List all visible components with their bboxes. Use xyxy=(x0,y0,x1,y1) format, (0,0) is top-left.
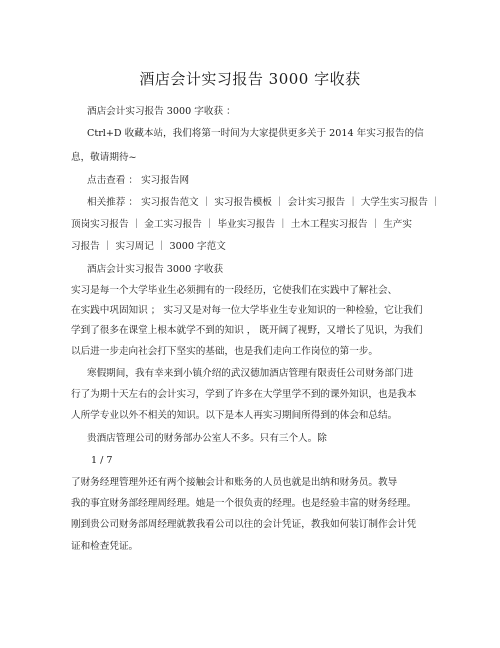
paragraph-line: 刚到贵公司财务部周经理就教我看公司以往的会计凭证，教我如何装订制作会计凭 xyxy=(71,519,417,530)
related-links-line-3: 习报告 ｜ 实习周记 ｜ 3000 字范文 xyxy=(71,241,226,252)
paragraph-line: 行了为期十天左右的会计实习，学到了许多在大学里学不到的课外知识，也是我本 xyxy=(71,389,417,400)
paragraph-line: 证和检查凭证。 xyxy=(71,541,139,552)
bookmark-notice-line-1: Ctrl+D 收藏本站，我们将第一时间为大家提供更多关于 2014 年实习报告的信 xyxy=(87,128,424,139)
page-number: 1 / 7 xyxy=(91,455,113,466)
paragraph-line: 寒假期间，我有幸来到小镇介绍的武汉德加酒店管理有限责任公司财务部门进 xyxy=(87,368,414,379)
paragraph-line: 了财务经理管理外还有两个接触会计和账务的人员也就是出纳和财务员。教导 xyxy=(71,477,398,488)
paragraph-line: 实习是每一个大学毕业生必须拥有的一段经历，它使我们在实践中了解社会、 xyxy=(71,285,398,296)
paragraph-line: 人所学专业以外不相关的知识。以下是本人再实习期间所得到的体会和总结。 xyxy=(71,410,398,421)
related-links-line-2: 顶岗实习报告 ｜ 金工实习报告 ｜ 毕业实习报告 ｜ 土木工程实习报告 ｜ 生产实 xyxy=(71,219,412,230)
paragraph-line: 学到了很多在课堂上根本就学不到的知识 ， 既开阔了视野，又增长了见识，为我们 xyxy=(71,325,423,336)
paragraph-line: 在实践中巩固知识 ； 实习又是对每一位大学毕业生专业知识的一种检验，它让我们 xyxy=(71,305,423,316)
section-heading: 酒店会计实习报告 3000 字收获 xyxy=(87,264,224,275)
related-links-line-1: 相关推荐 ： 实习报告范文 ｜ 实习报告模板 ｜ 会计实习报告 ｜ 大学生实习报告 ｜ xyxy=(87,197,441,208)
click-to-view-line: 点击查看 ： 实习报告网 xyxy=(87,175,190,186)
paragraph-line: 以后进一步走向社会打下坚实的基础，也是我们走向工作岗位的第一步。 xyxy=(71,346,378,357)
bookmark-notice-line-2: 息，敬请期待~ xyxy=(71,152,137,163)
document-title: 酒店会计实习报告 3000 字收获 xyxy=(139,70,361,88)
paragraph-line: 我的事宜财务部经理周经理。她是一个很负责的经理。也是经验丰富的财务经理。 xyxy=(71,498,417,509)
paragraph-line: 贵酒店管理公司的财务部办公室人不多。只有三个人。除 xyxy=(87,433,327,444)
intro-heading: 酒店会计实习报告 3000 字收获 ： xyxy=(87,106,236,117)
